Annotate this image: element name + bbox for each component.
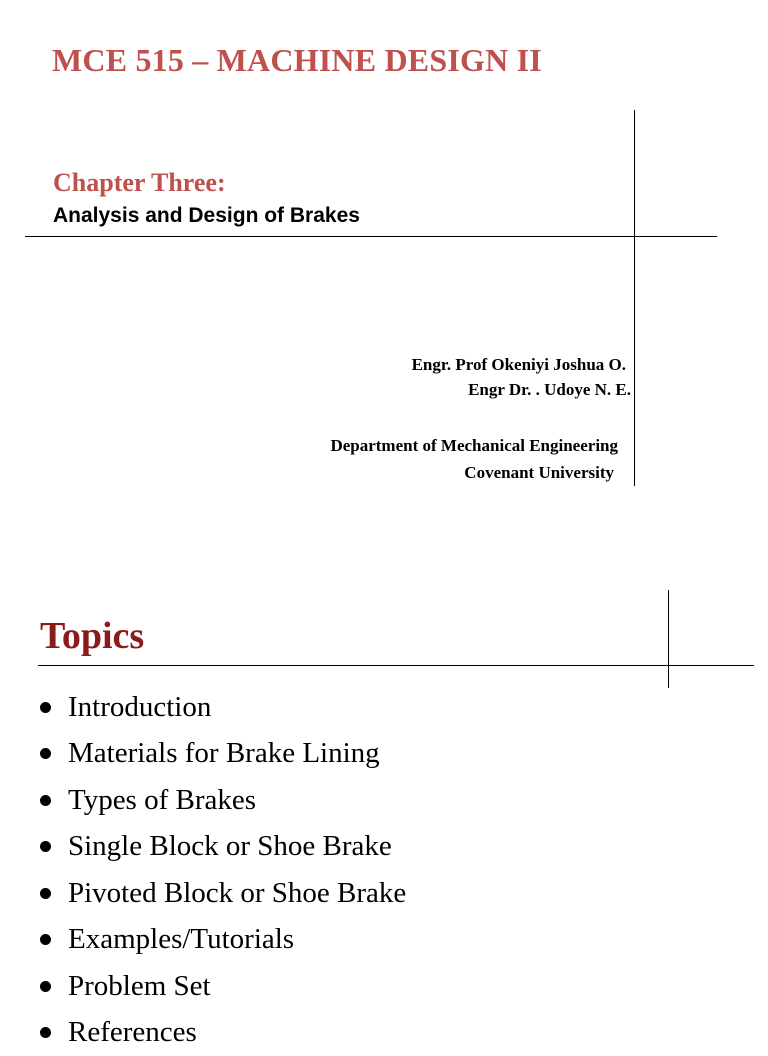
vertical-rule (634, 110, 635, 486)
bullet-icon (40, 981, 51, 992)
author-name: Engr Dr. . Udoye N. E. (412, 377, 631, 402)
topic-label: Types of Brakes (68, 784, 256, 817)
topic-list (40, 684, 406, 1056)
topics-slide (0, 560, 768, 1024)
list-item (40, 777, 406, 824)
topic-label: Examples/Tutorials (68, 923, 294, 956)
list-item (40, 870, 406, 917)
list-item (40, 917, 406, 964)
topic-label: Materials for Brake Lining (68, 737, 380, 770)
topic-label: References (68, 1016, 197, 1049)
affiliation-block (330, 432, 618, 486)
list-item (40, 684, 406, 731)
author-name: Engr. Prof Okeniyi Joshua O. (412, 352, 626, 377)
bullet-icon (40, 748, 51, 759)
author-block (412, 352, 626, 402)
list-item (40, 1010, 406, 1056)
chapter-subtitle: Analysis and Design of Brakes (53, 204, 360, 228)
university-name: Covenant University (330, 459, 614, 486)
list-item (40, 963, 406, 1010)
bullet-icon (40, 795, 51, 806)
topics-heading: Topics (40, 614, 144, 658)
chapter-label: Chapter Three: (53, 168, 226, 198)
horizontal-rule (25, 236, 717, 237)
bullet-icon (40, 934, 51, 945)
list-item (40, 824, 406, 871)
topic-label: Single Block or Shoe Brake (68, 830, 392, 863)
topic-label: Problem Set (68, 970, 211, 1003)
topic-label: Introduction (68, 691, 211, 724)
bullet-icon (40, 888, 51, 899)
horizontal-rule (38, 665, 754, 666)
topic-label: Pivoted Block or Shoe Brake (68, 877, 406, 910)
list-item (40, 731, 406, 778)
vertical-rule (668, 590, 669, 688)
course-title: MCE 515 – MACHINE DESIGN II (52, 42, 542, 79)
bullet-icon (40, 702, 51, 713)
bullet-icon (40, 841, 51, 852)
department-name: Department of Mechanical Engineering (330, 432, 618, 459)
bullet-icon (40, 1027, 51, 1038)
